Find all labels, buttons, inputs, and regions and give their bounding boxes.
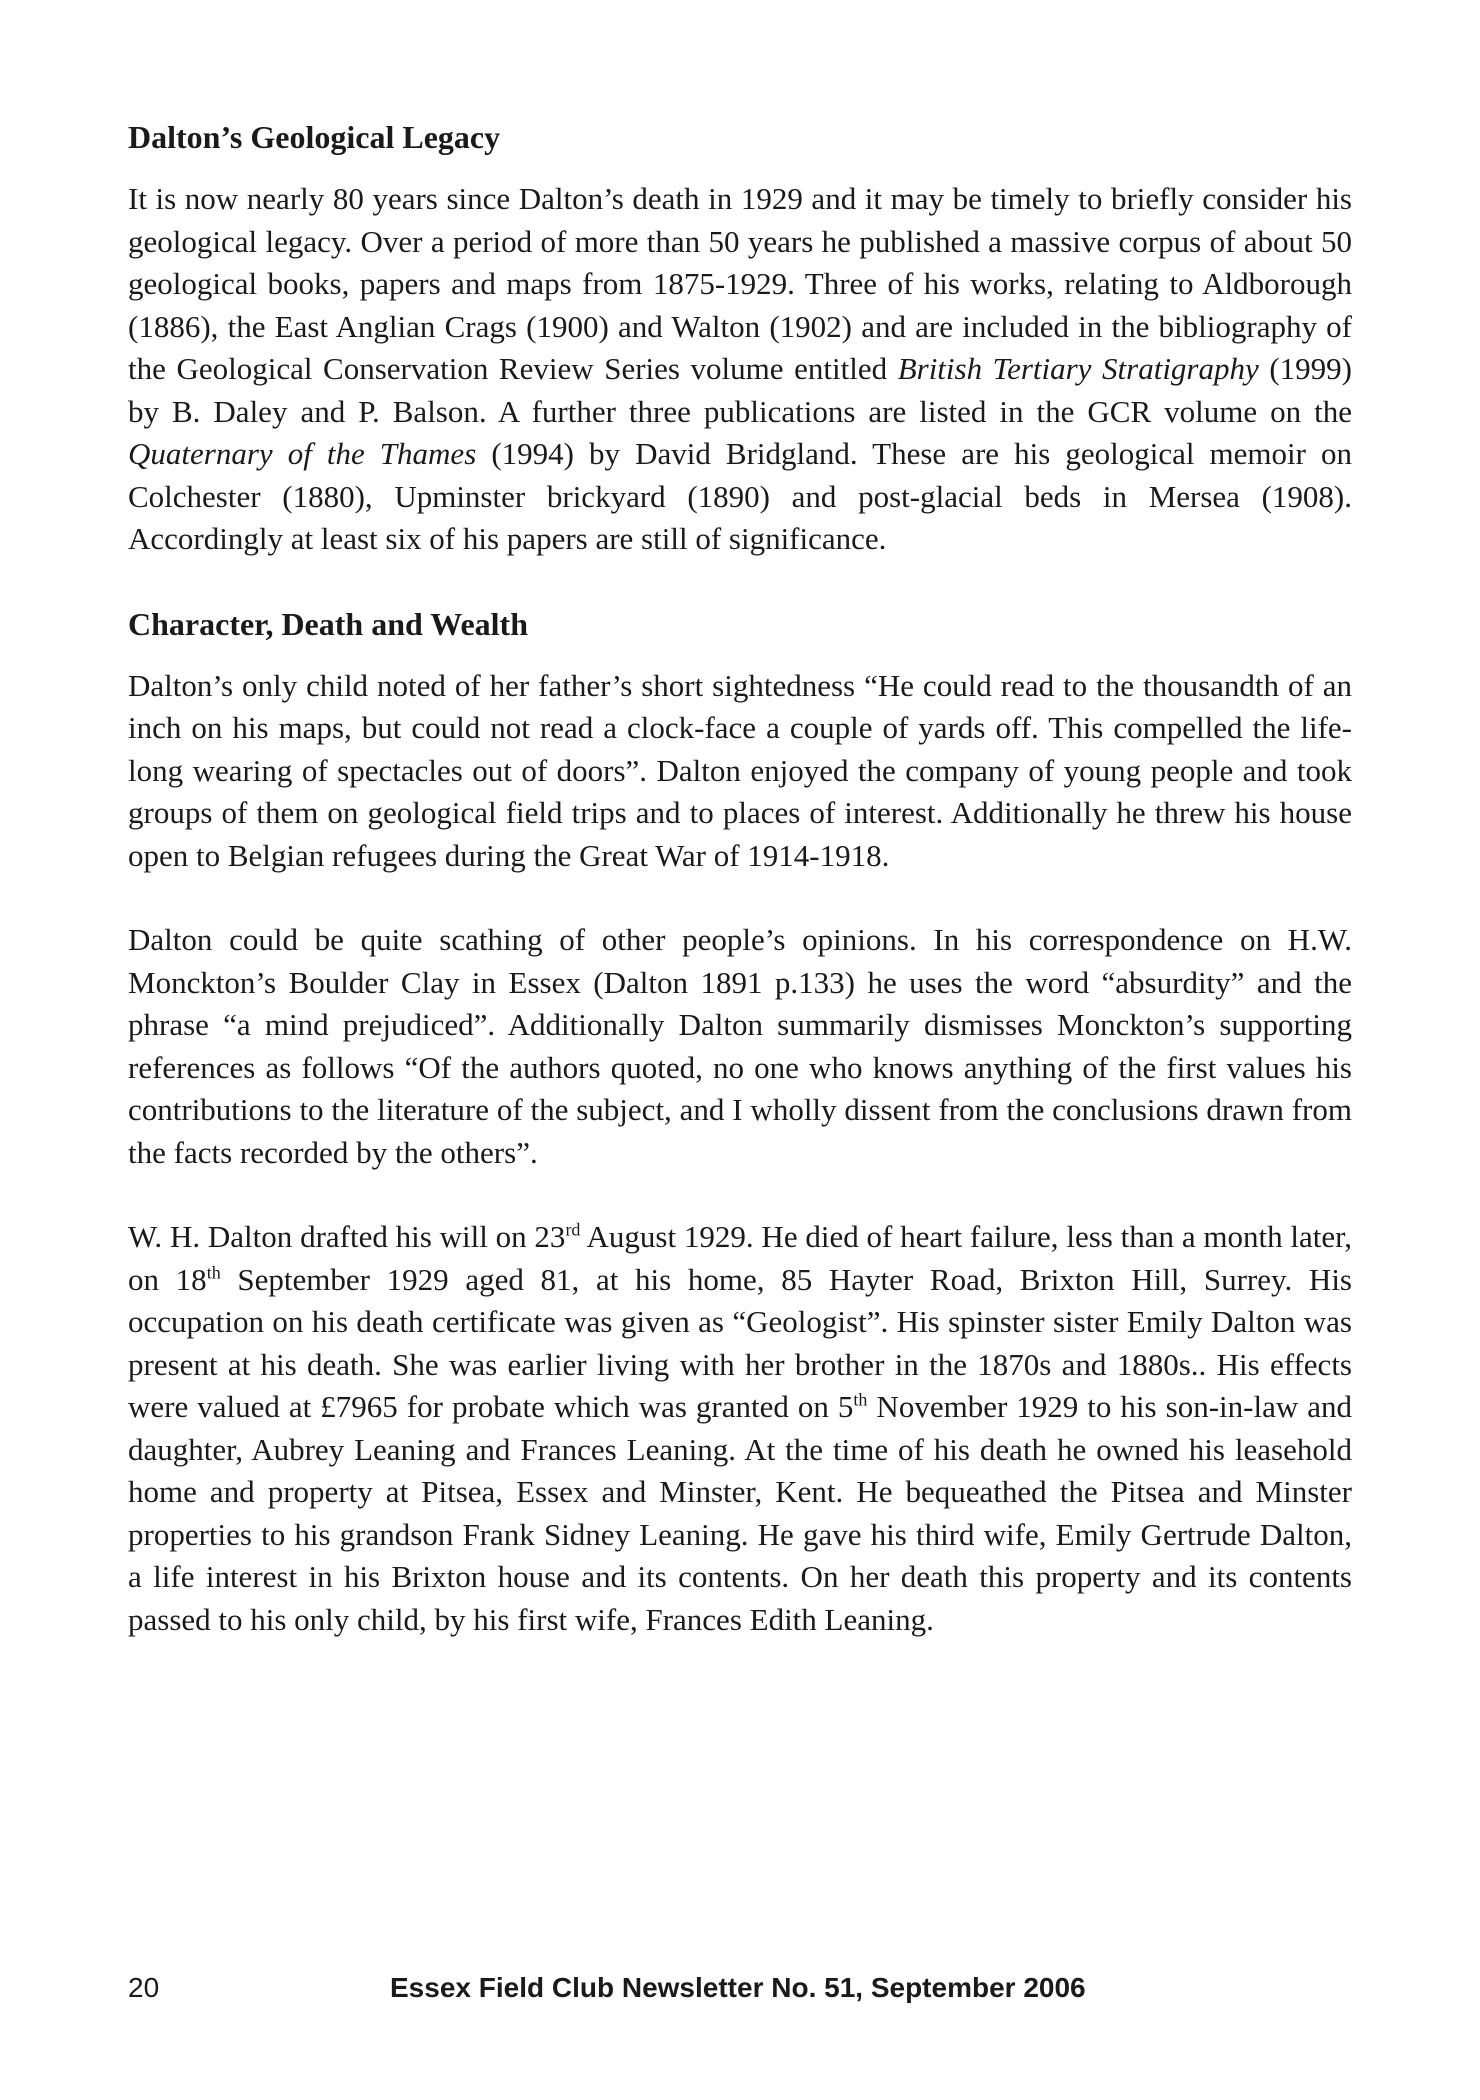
text-run: September 1929 aged 81, at his home, 85 Hayter Road, Brixton Hill, Surrey. His occupation on his death certificate was given as “Geologist”. His spinster sister Emily Dalton was present at his death. She was earlier living with her brother in the 1870s and 1880s.. His effects were valued at £7965 for probate which was granted on 5 bbox=[128, 1261, 1352, 1424]
paragraph-scathing-opinions: Dalton could be quite scathing of other people’s opinions. In his correspondence on H.W. Monckton’s Boulder Clay in Essex (Dalton 1891 p.133) he uses the word “absurdity” and the phrase “a mind prejudiced”. Additionally Dalton summarily dismisses Monckton’s supporting references as follows “Of the authors quoted, no one who knows anything of the first values his contributions to the literature of the subject, and I wholly dissent from the conclusions drawn from the facts recorded by the others”. bbox=[128, 922, 1352, 1170]
text-run: (1999) by B. Daley and P. Balson. A further three publications are listed in the GCR volume on the bbox=[128, 351, 1352, 429]
page-content bbox=[128, 116, 1352, 1641]
ordinal-suffix: th bbox=[853, 1389, 868, 1410]
text-run: (1994) by David Bridgland. These are his geological memoir on Colchester (1880), Upminster brickyard (1890) and post-glacial beds in Mersea (1908). Accordingly at least six of his papers are still of significance. bbox=[128, 436, 1352, 556]
text-run: November 1929 to his son-in-law and daughter, Aubrey Leaning and Frances Leaning. At the time of his death he owned his leasehold home and property at Pitsea, Essex and Minster, Kent. He bequeathed the Pitsea and Minster properties to his grandson Frank Sidney Leaning. He gave his third wife, Emily Gertrude Dalton, a life interest in his Brixton house and its contents. On her death this property and its contents passed to his only child, by his first wife, Frances Edith Leaning. bbox=[128, 1389, 1352, 1637]
section-heading-character-death-wealth: Character, Death and Wealth bbox=[128, 605, 528, 642]
publication-title: Essex Field Club Newsletter No. 51, September 2006 bbox=[390, 1972, 1086, 2003]
text-run: W. H. Dalton drafted his will on 23 bbox=[128, 1219, 566, 1254]
section-heading-geological-legacy: Dalton’s Geological Legacy bbox=[128, 119, 501, 155]
page-footer bbox=[128, 1972, 1352, 2012]
ordinal-suffix: th bbox=[206, 1262, 221, 1283]
text-run: It is now nearly 80 years since Dalton’s death in 1929 and it may be timely to briefly consider his geological legacy. Over a period of more than 50 years he published a massive corpus of about 50 geological books, papers and maps from 1875-1929. Three of his works, relating to Aldborough (1886), the East Anglian Crags (1900) and Walton (1902) and are included in the bibliography of the Geological Conservation Review Series volume entitled bbox=[128, 181, 1352, 386]
paragraph-short-sightedness: Dalton’s only child noted of her father’s short sightedness “He could read to the thousandth of an inch on his maps, but could not read a clock-face a couple of yards off. This compelled the life-long wearing of spectacles out of doors”. Dalton enjoyed the company of young people and took groups of them on geological field trips and to places of interest. Additionally he threw his house open to Belgian refugees during the Great War of 1914-1918. bbox=[128, 667, 1352, 873]
paragraph-spacer bbox=[128, 1174, 1352, 1216]
italic-title-quaternary-thames: Quaternary of the Thames bbox=[128, 436, 477, 471]
paragraph-spacer bbox=[128, 877, 1352, 919]
text-run: August 1929. He died of heart failure, less than a month later, on 18 bbox=[128, 1219, 1352, 1297]
paragraph-geological-legacy bbox=[128, 178, 1352, 561]
ordinal-suffix: rd bbox=[565, 1219, 581, 1240]
page-number: 20 bbox=[128, 1972, 160, 2003]
paragraph-will-and-death bbox=[128, 1216, 1352, 1641]
section-spacer bbox=[128, 561, 1352, 603]
italic-title-british-tertiary: British Tertiary Stratigraphy bbox=[897, 351, 1259, 386]
